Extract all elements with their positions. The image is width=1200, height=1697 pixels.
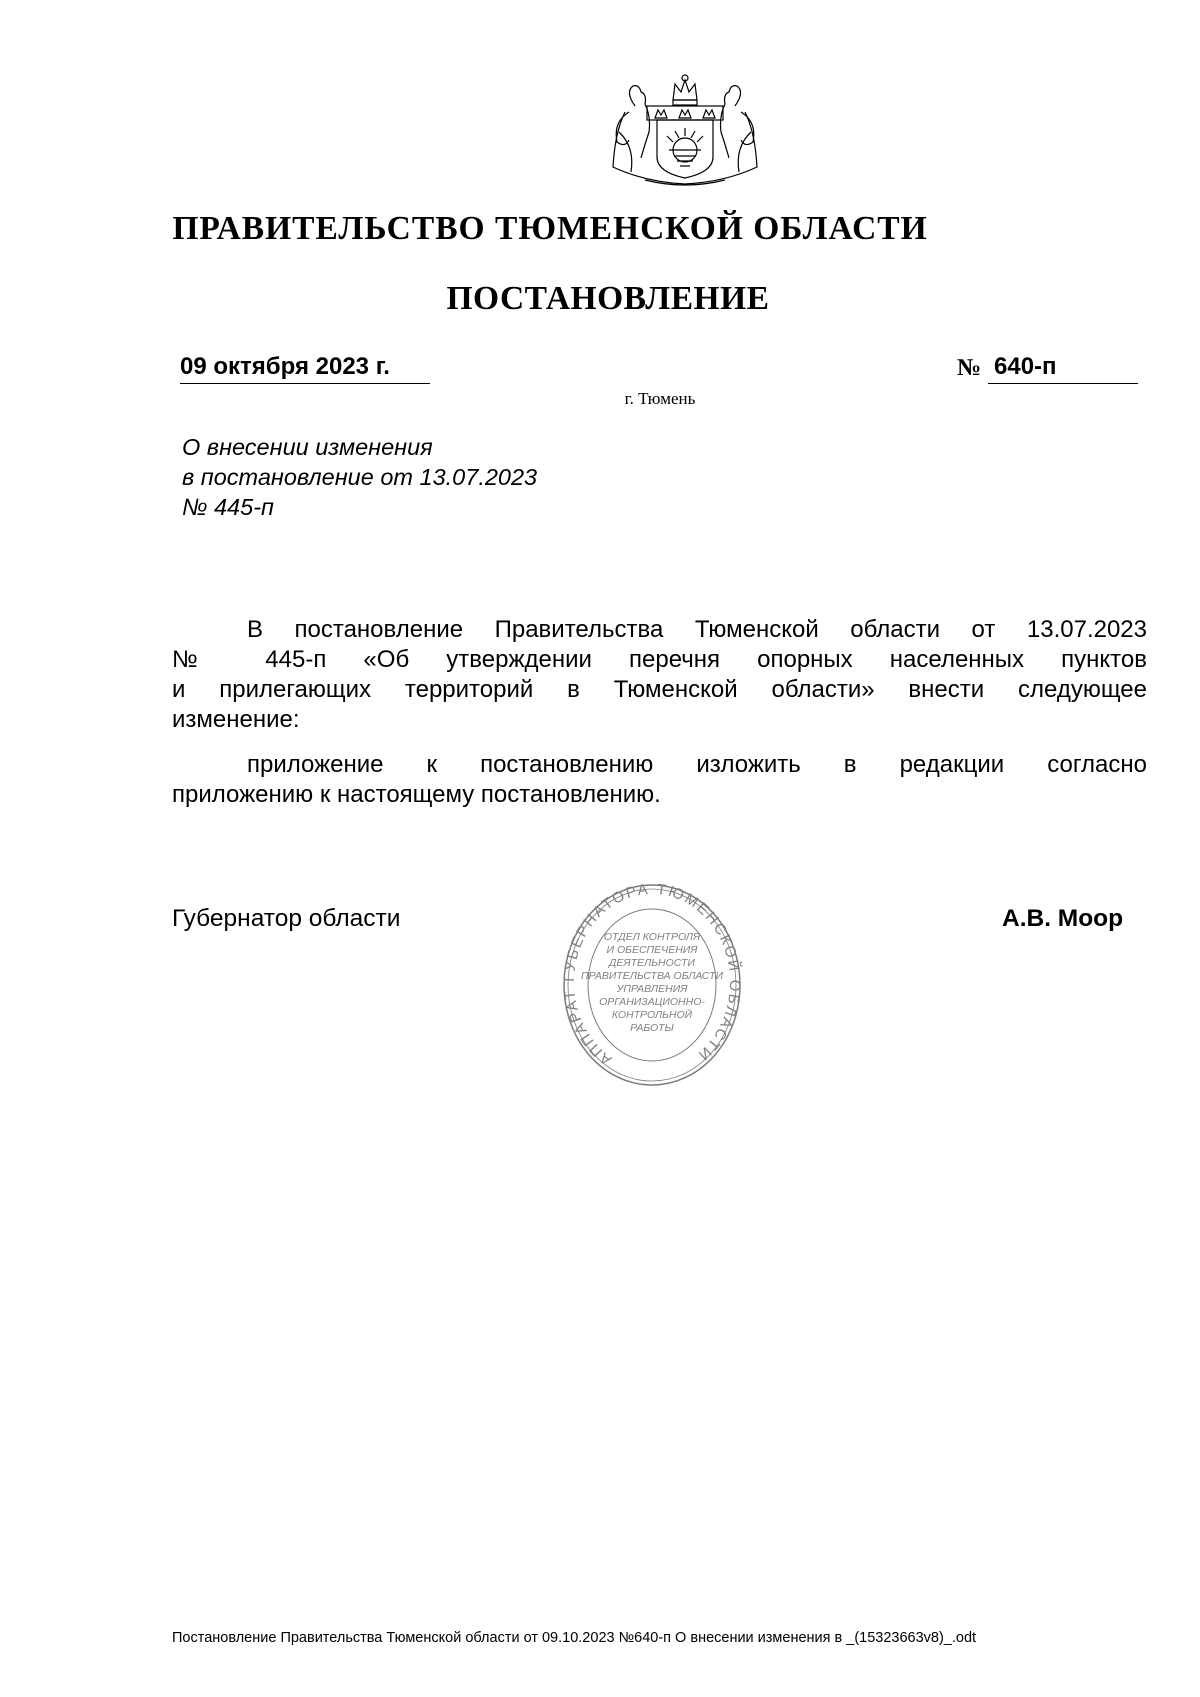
stamp-line: И ОБЕСПЕЧЕНИЯ [606, 944, 698, 956]
city-name: г. Тюмень [624, 389, 696, 408]
subject-line: О внесении изменения [182, 434, 433, 460]
document-footer: Постановление Правительства Тюменской области от 09.10.2023 №640-п О внесении изменения в _(15323663v8)_.odt [172, 1630, 977, 1646]
document-kind-title: ПОСТАНОВЛЕНИЕ [446, 280, 770, 317]
government-title: ПРАВИТЕЛЬСТВО ТЮМЕНСКОЙ ОБЛАСТИ [172, 210, 928, 247]
document-date: 09 октября 2023 г. [180, 353, 430, 384]
coat-of-arms-icon [595, 72, 775, 192]
signatory-role: Губернатор области [172, 905, 401, 932]
stamp-line: КОНТРОЛЬНОЙ [611, 1009, 693, 1021]
stamp-ring-text: АППАРАТ ГУБЕРНАТОРА ТЮМЕНСКОЙ ОБЛАСТИ [560, 880, 744, 1069]
body-line: В постановление Правительства Тюменской области от 13.07.2023 [247, 616, 1147, 643]
stamp-line: ДЕЯТЕЛЬНОСТИ [609, 957, 695, 969]
number-sign: № [957, 355, 982, 381]
subject-line: в постановление от 13.07.2023 [182, 464, 538, 490]
body-line: приложение к постановлению изложить в редакции согласно [247, 751, 1147, 778]
subject-line: № 445-п [182, 494, 274, 520]
document-subject [182, 432, 782, 522]
body-paragraph-1 [172, 615, 1147, 735]
official-stamp-icon [560, 880, 745, 1090]
stamp-line: РАБОТЫ [630, 1022, 674, 1034]
document-number: 640-п [988, 353, 1138, 384]
body-line: № 445-п «Об утверждении перечня опорных населенных пунктов [172, 646, 1147, 673]
body-line: изменение: [172, 706, 300, 733]
stamp-line: УПРАВЛЕНИЯ [616, 983, 688, 995]
stamp-line: ПРАВИТЕЛЬСТВА ОБЛАСТИ [581, 970, 723, 982]
signatory-name: А.В. Моор [1002, 905, 1124, 932]
body-line: приложению к настоящему постановлению. [172, 781, 661, 808]
body-paragraph-2 [172, 750, 1147, 810]
stamp-line: ОРГАНИЗАЦИОННО- [599, 996, 705, 1008]
body-line: и прилегающих территорий в Тюменской области» внести следующее [172, 676, 1147, 703]
stamp-line: ОТДЕЛ КОНТРОЛЯ [603, 931, 701, 943]
